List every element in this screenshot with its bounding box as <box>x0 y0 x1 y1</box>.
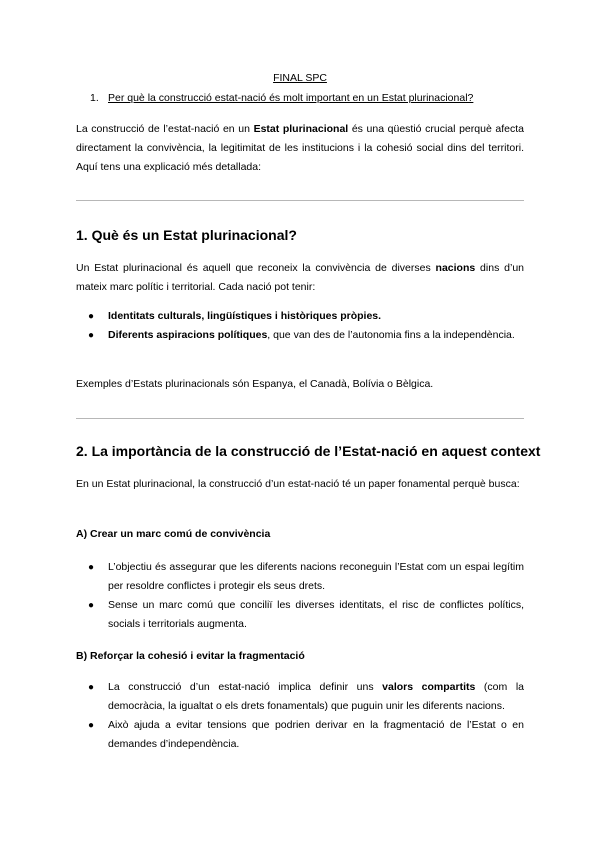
list-item-text: (com la democràcia, la igualtat o els drets fonamentals) que puguin unir les diferents nacions. <box>108 681 524 712</box>
list-item <box>76 596 524 634</box>
list-item <box>76 678 524 716</box>
s1-text-2: dins d’un mateix marc polític i territorial. Cada nació pot tenir: <box>76 262 525 293</box>
subsection-b-heading: B) Reforçar la cohesió i evitar la fragmentació <box>76 650 305 662</box>
intro-text-2: és una qüestió crucial perquè afecta directament la convivència, la legitimitat de les institucions i la cohesió social dins del territori. Aquí tens una explicació més detallada: <box>76 123 525 173</box>
s1-bold: nacions <box>435 262 476 274</box>
section-2-heading: 2. La importància de la construcció de l’Estat-nació en aquest context <box>76 443 541 459</box>
list-item <box>76 716 524 754</box>
subsection-a-heading: A) Crear un marc comú de convivència <box>76 528 271 540</box>
bullet-icon: ● <box>88 330 95 341</box>
subsection-a-list <box>76 558 524 634</box>
intro-text-1: La construcció de l’estat-nació en un <box>76 123 254 135</box>
section-1-paragraph <box>76 259 524 297</box>
list-item-text: Això ajuda a evitar tensions que podrien derivar en la fragmentació de l’Estat o en demandes d’independència. <box>108 719 524 750</box>
intro-bold: Estat plurinacional <box>253 123 349 135</box>
list-item <box>76 307 524 326</box>
subsection-b-list <box>76 678 524 754</box>
document-title: FINAL SPC <box>273 72 327 84</box>
bullet-icon: ● <box>88 600 95 611</box>
question-text: Per què la construcció estat-nació és molt important en un Estat plurinacional? <box>108 92 474 104</box>
question-line <box>90 92 473 104</box>
bullet-icon: ● <box>88 682 95 693</box>
list-item-text: , que van des de l’autonomia fins a la independència. <box>267 329 515 341</box>
list-item <box>76 326 524 345</box>
bullet-icon: ● <box>88 720 95 731</box>
list-item-text: La construcció d’un estat-nació implica definir uns <box>108 681 383 693</box>
list-item-bold: Diferents aspiracions polítiques <box>108 329 268 341</box>
bullet-icon: ● <box>88 562 95 573</box>
section-1-list <box>76 307 524 345</box>
divider-1 <box>76 200 524 201</box>
section-1-heading: 1. Què és un Estat plurinacional? <box>76 227 297 243</box>
question-number: 1. <box>90 92 99 104</box>
list-item-text: L’objectiu és assegurar que les diferents nacions reconeguin l’Estat com un espai legítim per resoldre conflictes i protegir els seus drets. <box>108 561 524 592</box>
intro-paragraph <box>76 120 524 177</box>
list-item-bold: valors compartits <box>382 681 476 693</box>
s1-text-1: Un Estat plurinacional és aquell que reconeix la convivència de diverses <box>76 262 436 274</box>
list-item-text: Sense un marc comú que conciliï les diverses identitats, el risc de conflictes polítics, socials i territorials augmenta. <box>108 599 524 630</box>
list-item-bold: Identitats culturals, lingüístiques i històriques pròpies. <box>108 310 382 322</box>
list-item <box>76 558 524 596</box>
examples-paragraph: Exemples d’Estats plurinacionals són Espanya, el Canadà, Bolívia o Bèlgica. <box>76 378 434 390</box>
bullet-icon: ● <box>88 311 95 322</box>
divider-2 <box>76 418 524 419</box>
section-2-intro: En un Estat plurinacional, la construcció d’un estat-nació té un paper fonamental perquè busca: <box>76 478 520 490</box>
